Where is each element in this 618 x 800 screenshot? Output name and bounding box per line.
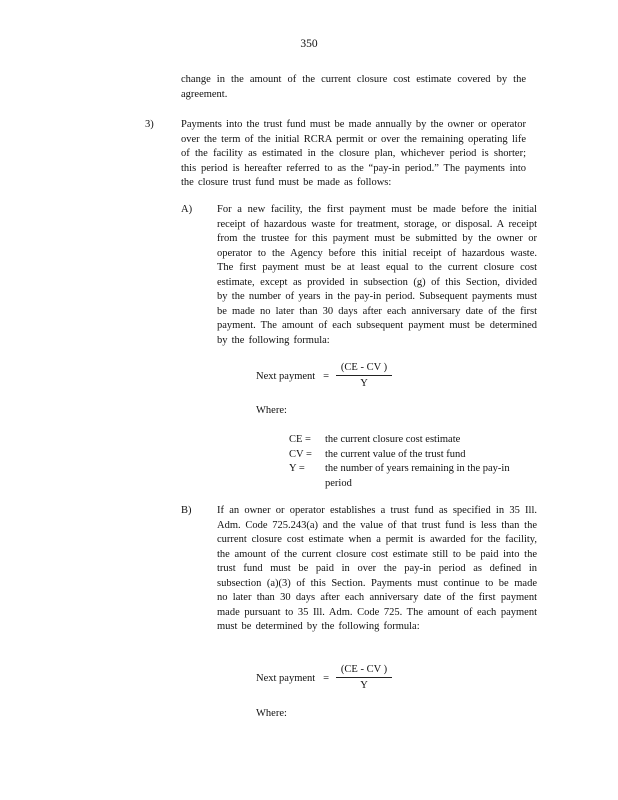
item-a-marker: A) <box>181 204 193 215</box>
item-a-formula <box>256 361 456 397</box>
item-b-marker: B) <box>181 505 192 516</box>
definition-term: CV = <box>289 448 312 460</box>
formula-denominator: Y <box>360 680 368 691</box>
item-b-formula <box>256 663 456 699</box>
formula-equals: = <box>323 371 329 382</box>
formula-lhs <box>256 672 329 687</box>
definition-meaning: the current value of the trust fund <box>325 448 466 460</box>
item-3-text: Payments into the trust fund must be made annually by the owner or operator over the term of the initial RCRA permit or over the remaining operating life of the facility as estimated in the closure plan, whichever period is shorter; this period is hereafter referred to as the “pay-in period.” The payments into the closure trust fund must be made as follows: <box>181 119 526 188</box>
definition-term: Y = <box>289 463 305 474</box>
item-a-text: For a new facility, the first payment must be made before the initial receipt of hazardous waste for treatment, storage, or disposal. A receipt from the trustee for this payment must be submitted by the owner or operator to the Agency before this initial receipt of hazardous waste. The first payment must be at least equal to the current closure cost estimate, except as provided in subsection (g) of this Section, divided by the number of years in the pay-in period. Subsequent payments must be made no later than 30 days after each anniversary date of the first payment. The amount of each subsequent payment must be determined by the following formula: <box>217 204 537 346</box>
item-a-where: Where: <box>256 405 287 416</box>
formula-numerator: (CE - CV ) <box>336 361 392 376</box>
definitions-table <box>289 433 544 491</box>
formula-denominator: Y <box>360 378 368 389</box>
formula-lhs <box>256 370 329 385</box>
formula-equals: = <box>323 673 329 684</box>
item-3-marker: 3) <box>145 119 154 130</box>
formula-lhs-label: Next payment <box>256 371 316 382</box>
definition-meaning: the number of years remaining in the pay-in period <box>325 463 510 489</box>
item-b-text: If an owner or operator establishes a trust fund as specified in 35 Ill. Adm. Code 725.243(a) and the value of that trust fund is less than the current closure cost estimate when a permit is awarded for the facility, the amount of the current closure cost estimate still to be paid into the trust fund must be paid in over the pay-in period as defined in subsection (a)(3) of this Section. Payments must continue to be made no later than 30 days after each anniversary date of the first payment made pursuant to 35 Ill. Adm. Code 725. The amount of each payment must be determined by the following formula: <box>217 505 537 632</box>
continuation-text: change in the amount of the current closure cost estimate covered by the agreement. <box>181 74 526 100</box>
definition-row <box>289 448 544 463</box>
definition-row <box>289 462 544 491</box>
definition-meaning: the current closure cost estimate <box>325 434 461 445</box>
definition-term: CE = <box>289 434 311 445</box>
formula-lhs-label: Next payment <box>256 673 316 684</box>
page-number: 350 <box>300 38 318 50</box>
formula-numerator: (CE - CV ) <box>336 663 392 678</box>
item-b-where: Where: <box>256 708 287 719</box>
definition-row <box>289 433 544 448</box>
